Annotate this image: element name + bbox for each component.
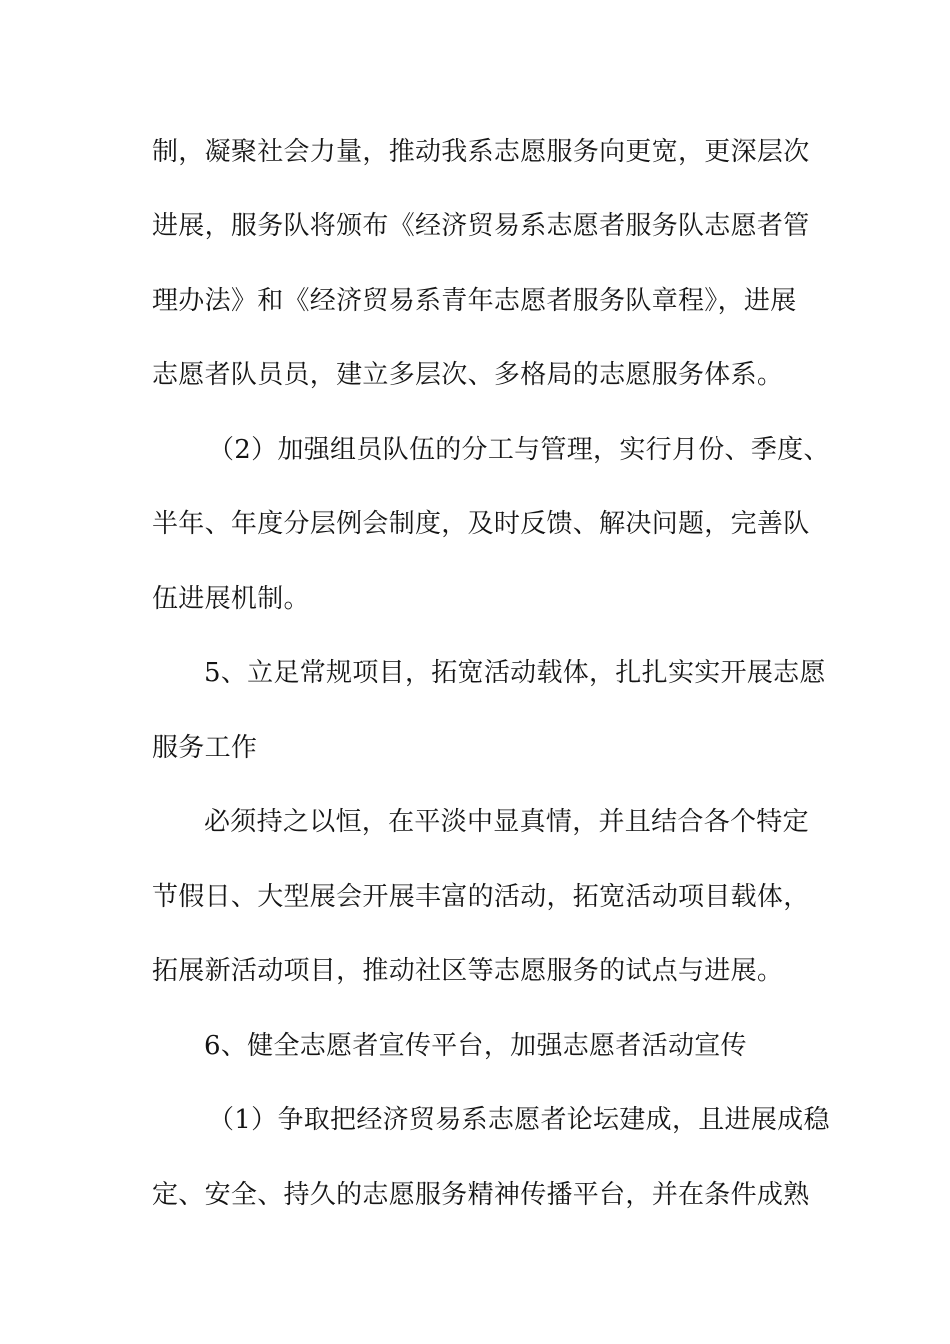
text-line-6: 半年、年度分层例会制度，及时反馈、解决问题，完善队: [152, 509, 810, 539]
text-line-4: 志愿者队员员，建立多层次、多格局的志愿服务体系。: [152, 360, 784, 390]
text-line-15: 定、安全、持久的志愿服务精神传播平台，并在条件成熟: [152, 1180, 810, 1210]
text-line-10: 必须持之以恒，在平淡中显真情，并且结合各个特定: [204, 807, 809, 837]
text-line-11: 节假日、大型展会开展丰富的活动，拓宽活动项目载体，: [152, 882, 810, 912]
text-line-1: 制，凝聚社会力量，推动我系志愿服务向更宽，更深层次: [152, 137, 810, 167]
section-heading-5-line-2: 服务工作: [152, 733, 258, 763]
text-line-3: 理办法》和《经济贸易系青年志愿者服务队章程》，进展: [152, 286, 797, 316]
text-line-7: 伍进展机制。: [152, 584, 310, 614]
text-line-14: （1）争取把经济贸易系志愿者论坛建成，且进展成稳: [208, 1105, 830, 1135]
text-line-5: （2）加强组员队伍的分工与管理，实行月份、季度、: [208, 435, 830, 465]
text-line-2: 进展，服务队将颁布《经济贸易系志愿者服务队志愿者管: [152, 211, 810, 241]
section-heading-6: 6、健全志愿者宣传平台，加强志愿者活动宣传: [204, 1031, 747, 1061]
text-line-12: 拓展新活动项目，推动社区等志愿服务的试点与进展。: [152, 956, 784, 986]
section-heading-5-line-1: 5、立足常规项目，拓宽活动载体，扎扎实实开展志愿: [204, 658, 826, 688]
